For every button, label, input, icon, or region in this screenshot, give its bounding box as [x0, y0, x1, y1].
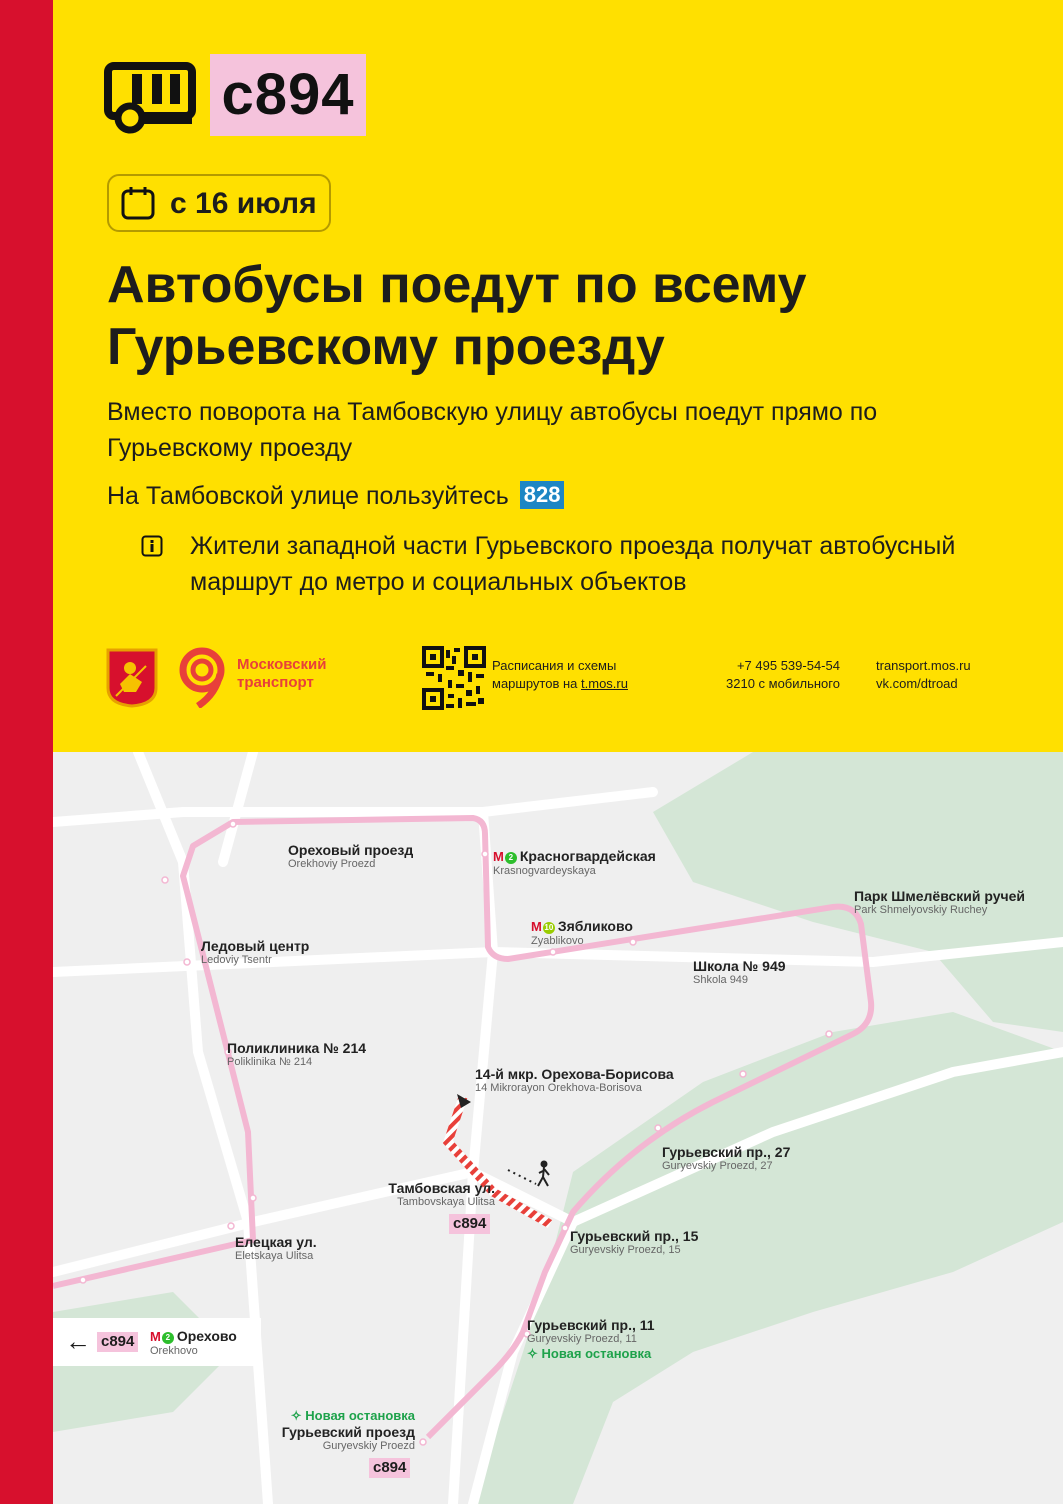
stop-gur27 — [662, 1144, 790, 1173]
stop-label-en: Guryevskiy Proezd, 27 — [662, 1160, 773, 1172]
stop-label-en: 14 Mikrorayon Orekhova-Borisova — [475, 1082, 642, 1094]
stop-krasnogvardeyskaya — [493, 848, 656, 878]
stop-orekhoviy — [288, 842, 413, 871]
stop-label-en: Ledoviy Tsentr — [201, 954, 272, 966]
org-name-line2: транспорт — [237, 674, 314, 691]
stop-shkola — [693, 958, 786, 987]
route-badge-terminus: с894 — [369, 1458, 410, 1478]
mobile-number: 3210 с мобильного — [726, 676, 840, 691]
stop-label-en: Guryevskiy Proezd — [322, 1440, 415, 1452]
stop-label: Красногвардейская — [519, 848, 656, 864]
schedule-line2: маршрутов на — [492, 676, 578, 691]
metro-icon: M — [493, 849, 504, 864]
stop-gur15 — [570, 1228, 698, 1257]
metro-icon: M — [150, 1329, 161, 1344]
arrow-left-icon: ← — [65, 1326, 91, 1356]
stop-label-en: Orekhoviy Proezd — [288, 858, 376, 870]
stop-poliklinika — [227, 1040, 366, 1069]
stop-label: Школа № 949 — [693, 958, 786, 974]
stop-label: Поликлиника № 214 — [227, 1040, 367, 1056]
qr-code[interactable] — [422, 646, 486, 710]
stop-park — [854, 888, 1025, 917]
walking-path — [508, 1170, 536, 1184]
moscow-transport-logo-icon — [172, 646, 228, 708]
stop-label-en: Park Shmelyovskiy Ruchey — [854, 904, 988, 916]
page-title: Автобусы поедут по всему Гурьевскому проезду — [107, 256, 807, 376]
moscow-coat-of-arms-icon — [106, 648, 158, 708]
phone-info — [726, 657, 840, 693]
stop-label: Гурьевский пр., 27 — [662, 1144, 791, 1160]
metro-line-icon: 10 — [544, 923, 554, 932]
change-description: Вместо поворота на Тамбовскую улицу автобусы поедут прямо по Гурьевскому проезду — [107, 398, 878, 462]
stop-label: Гурьевский пр., 11 — [527, 1317, 655, 1333]
stop-label-en: Poliklinika № 214 — [227, 1056, 313, 1068]
route-map — [53, 752, 1063, 1504]
stop-label-en: Guryevskiy Proezd, 15 — [570, 1244, 681, 1256]
metro-line-icon: 2 — [505, 852, 517, 864]
stop-label-en: Zyablikovo — [531, 935, 584, 947]
stop-ledoviy — [201, 938, 309, 967]
stop-label: Елецкая ул. — [235, 1234, 317, 1250]
stop-label: Ледовый центр — [201, 938, 310, 954]
stop-mkr14 — [475, 1066, 674, 1095]
stop-label-en: Guryevskiy Proezd, 11 — [527, 1333, 637, 1345]
new-stop-icon: ✧ — [290, 1408, 302, 1423]
stop-label-en: Orekhovo — [150, 1345, 198, 1357]
stop-label: Парк Шмелёвский ручей — [854, 888, 1026, 904]
schedule-info — [492, 657, 628, 693]
phone-number[interactable]: +7 495 539-54-54 — [736, 658, 840, 673]
new-stop-label: Новая остановка — [305, 1408, 415, 1423]
calendar-icon — [120, 186, 156, 220]
metro-line-icon: 2 — [162, 1332, 174, 1344]
stop-label: Гурьевский пр., 15 — [570, 1228, 699, 1244]
stop-eletskaya — [235, 1234, 317, 1263]
new-stop-icon: ✧ — [527, 1346, 538, 1361]
route-828-badge: 828 — [520, 481, 565, 509]
new-stop-label: Новая остановка — [541, 1346, 652, 1361]
stop-tambovskaya — [373, 1180, 495, 1209]
info-icon — [141, 535, 163, 557]
route-number-badge: с894 — [210, 54, 366, 136]
stop-label: Гурьевский проезд — [281, 1424, 415, 1440]
stop-label: Тамбовская ул. — [388, 1180, 495, 1196]
alternative-route-text: На Тамбовской улице пользуйтесь — [107, 482, 509, 510]
info-note: Жители западной части Гурьевского проезда получат автобусный маршрут до метро и социальных объектов — [190, 532, 956, 596]
red-side-band — [0, 0, 53, 1504]
stop-zyablikovo — [531, 918, 633, 948]
effective-date: с 16 июля — [170, 187, 317, 220]
metro-orekhovo — [150, 1328, 237, 1358]
stop-label-en: Tambovskaya Ulitsa — [397, 1196, 495, 1208]
stop-label: Орехово — [176, 1328, 237, 1344]
alternative-route-line — [107, 478, 564, 514]
route-badge-direction: с894 — [97, 1332, 138, 1352]
stop-gurproezd — [253, 1408, 415, 1453]
schedule-link[interactable]: t.mos.ru — [581, 676, 628, 691]
org-name-line1: Московский — [237, 656, 327, 673]
route-badge-cancelled: с894 — [449, 1214, 490, 1234]
stop-label-en: Shkola 949 — [693, 974, 749, 986]
pedestrian-icon — [538, 1162, 549, 1187]
stop-label-en: Eletskaya Ulitsa — [235, 1250, 314, 1262]
stop-label-en: Krasnogvardeyskaya — [493, 865, 596, 877]
moscow-transport-name — [237, 656, 326, 692]
stop-label: 14-й мкр. Орехова-Борисова — [475, 1066, 674, 1082]
web-links — [876, 657, 971, 693]
vk-link[interactable]: vk.com/dtroad — [876, 676, 958, 691]
stop-label: Ореховый проезд — [288, 842, 414, 858]
stop-label: Зябликово — [557, 918, 633, 934]
schedule-line1: Расписания и схемы — [492, 658, 617, 673]
stop-gur11 — [527, 1317, 655, 1362]
site-link[interactable]: transport.mos.ru — [876, 658, 971, 673]
metro-icon: M — [531, 919, 542, 934]
bus-icon — [104, 60, 196, 134]
